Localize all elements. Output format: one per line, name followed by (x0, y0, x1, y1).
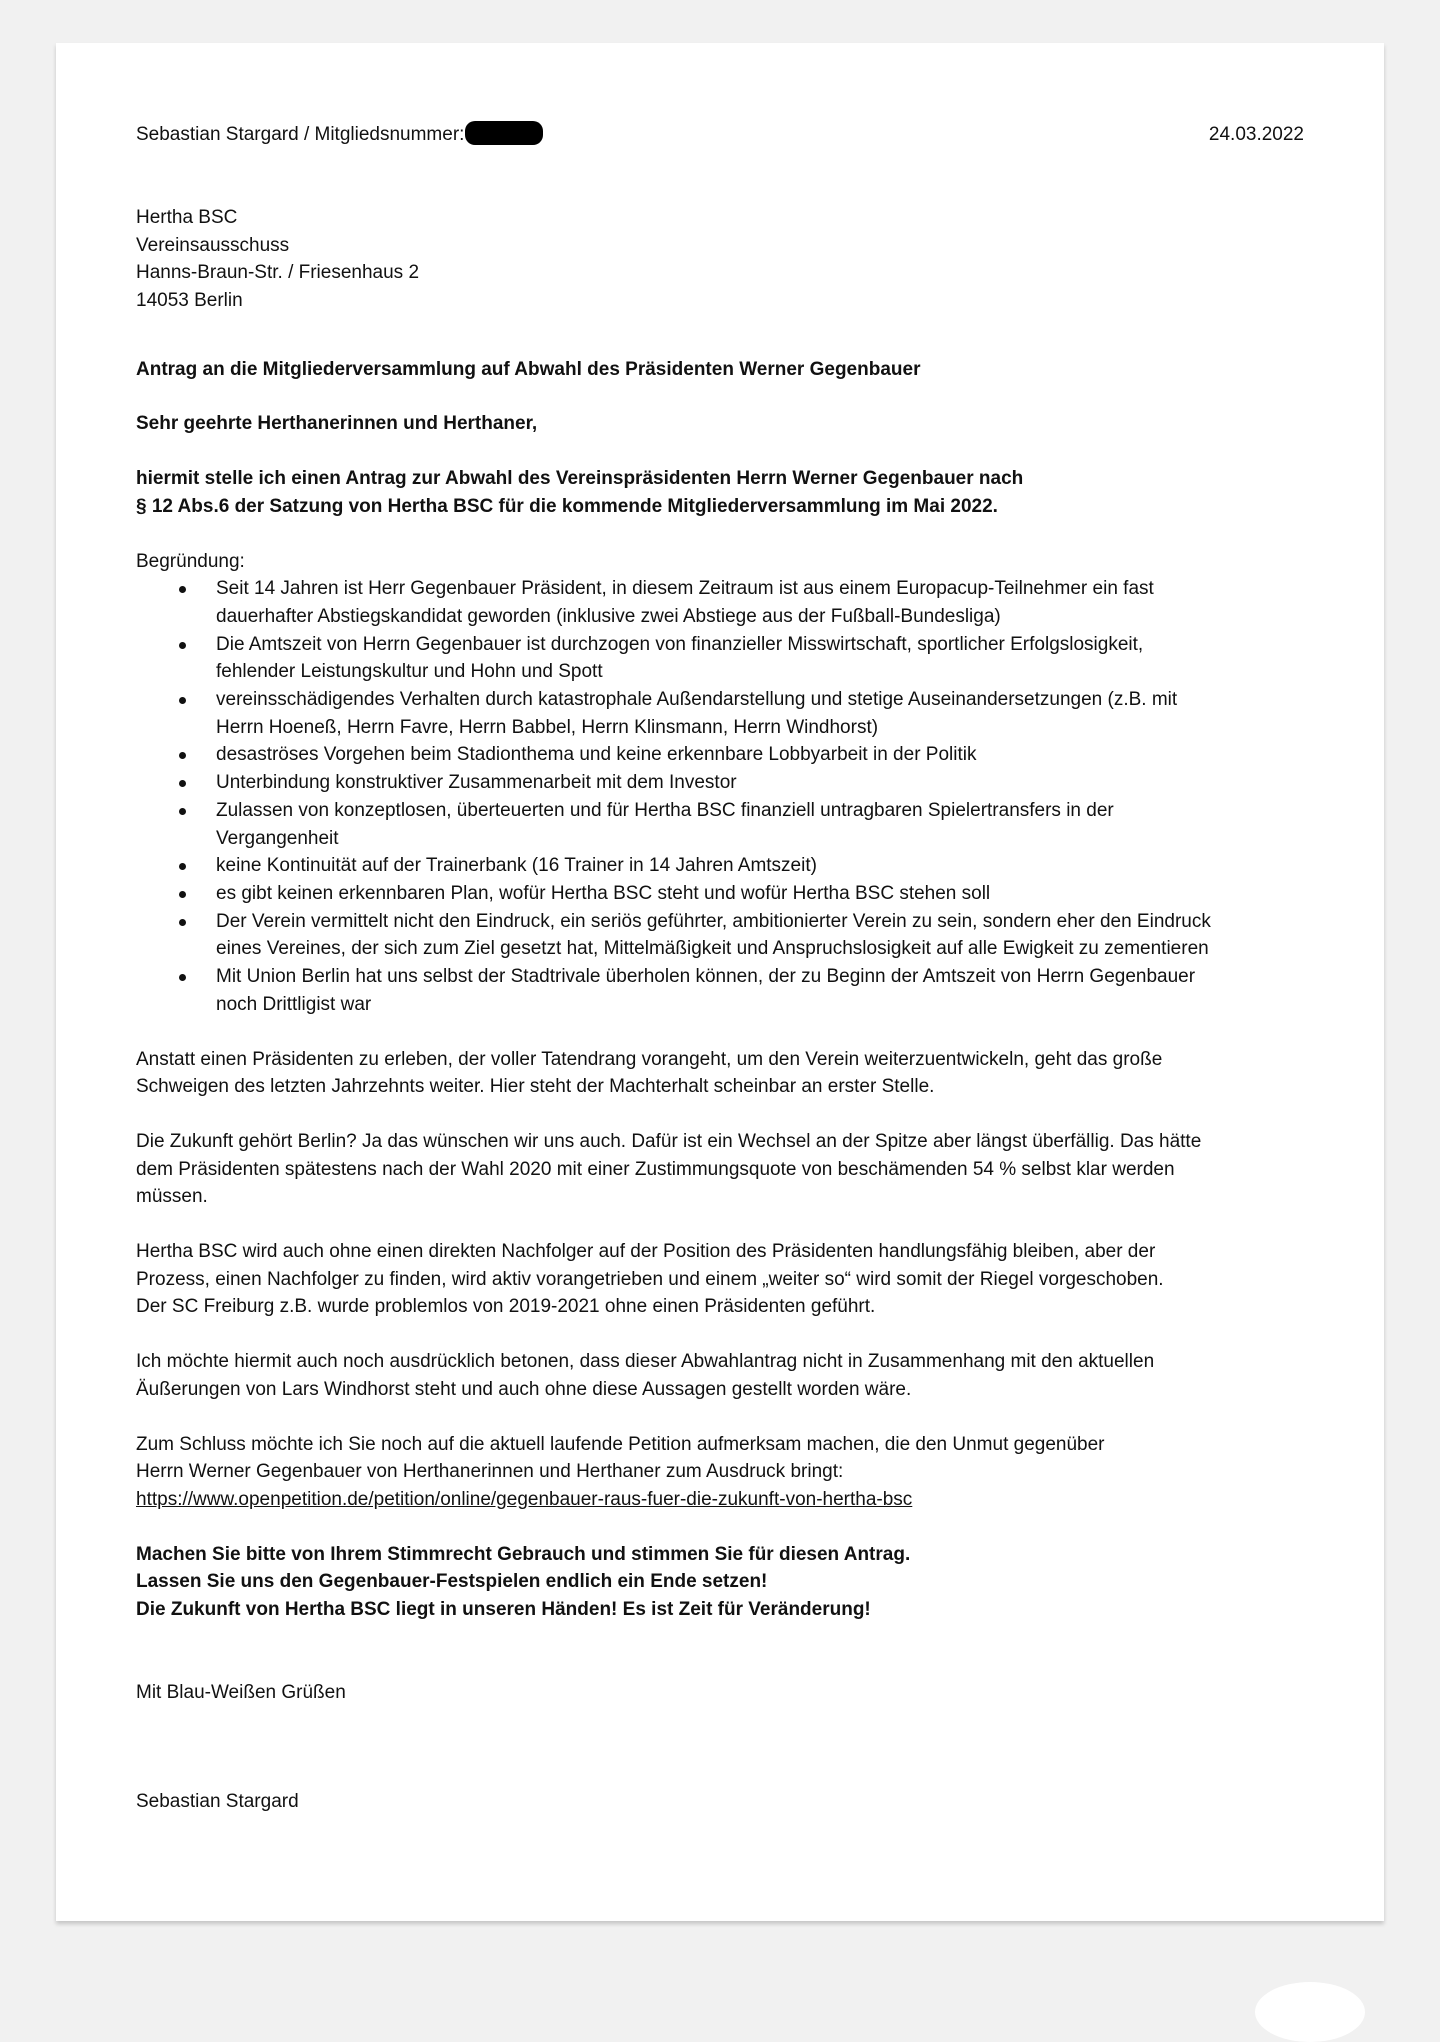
list-item-line: desaströses Vorgehen beim Stadionthema und keine erkennbare Lobbyarbeit in der Politik (216, 744, 977, 766)
list-item-line: noch Drittligist war (216, 993, 372, 1015)
body-paragraph (136, 1348, 1306, 1403)
letter-subject: Antrag an die Mitgliederversammlung auf Abwahl des Präsidenten Werner Gegenbauer (136, 358, 921, 380)
list-item-line: Mit Union Berlin hat uns selbst der Stadtrivale überholen können, der zu Beginn der Amtszeit von Herrn Gegenbauer (216, 966, 1196, 988)
list-item-line: Die Amtszeit von Herrn Gegenbauer ist durchzogen von finanzieller Misswirtschaft, sportlicher Erfolgslosigkeit, (216, 633, 1144, 655)
salutation: Sehr geehrte Herthanerinnen und Herthaner, (136, 413, 538, 435)
list-item-line: Herrn Hoeneß, Herrn Favre, Herrn Babbel, Herrn Klinsmann, Herrn Windhorst) (216, 716, 879, 738)
body-paragraph (136, 1046, 1306, 1101)
paragraph-line: Herrn Werner Gegenbauer von Herthanerinnen und Herthaner zum Ausdruck bringt: (136, 1461, 844, 1483)
list-item-line: Unterbindung konstruktiver Zusammenarbeit mit dem Investor (216, 772, 737, 794)
reasons-list (136, 575, 1306, 1018)
list-item (136, 963, 1306, 1018)
sender-line (136, 121, 543, 149)
reasons-label: Begründung: (136, 550, 245, 572)
list-item-line: Vergangenheit (216, 827, 339, 849)
letter-date: 24.03.2022 (1208, 124, 1304, 145)
address-line: 14053 Berlin (136, 290, 243, 312)
address-line: Hanns-Braun-Str. / Friesenhaus 2 (136, 262, 420, 284)
list-item-line: fehlender Leistungskultur und Hohn und Spott (216, 661, 603, 683)
closing-line: Machen Sie bitte von Ihrem Stimmrecht Gebrauch und stimmen Sie für diesen Antrag. (136, 1543, 911, 1565)
intro-paragraph (136, 465, 1306, 520)
list-item (136, 686, 1306, 741)
paragraph-line: Prozess, einen Nachfolger zu finden, wird aktiv vorangetrieben und einem „weiter so“ wird somit der Riegel vorgeschoben. (136, 1268, 1164, 1290)
list-item-line: vereinsschädigendes Verhalten durch katastrophale Außendarstellung und stetige Auseinandersetzungen (z.B. mit (216, 689, 1178, 711)
list-item-line: eines Vereines, der sich zum Ziel gesetzt hat, Mittelmäßigkeit und Anspruchslosigkeit auf alle Ewigkeit zu zementieren (216, 938, 1209, 960)
closing-appeal (136, 1541, 1306, 1624)
redacted-member-number (465, 121, 543, 145)
recipient-address (136, 204, 1306, 315)
body-paragraph (136, 1431, 1306, 1514)
letter-content (136, 121, 1306, 1816)
petition-link[interactable]: https://www.openpetition.de/petition/online/gegenbauer-raus-fuer-die-zukunft-von-hertha-bsc (136, 1488, 913, 1510)
intro-line: hiermit stelle ich einen Antrag zur Abwahl des Vereinspräsidenten Herrn Werner Gegenbauer nach (136, 468, 1024, 490)
paragraph-line: Hertha BSC wird auch ohne einen direkten Nachfolger auf der Position des Präsidenten handlungsfähig bleiben, aber der (136, 1241, 1156, 1263)
closing-line: Die Zukunft von Hertha BSC liegt in unseren Händen! Es ist Zeit für Veränderung! (136, 1599, 871, 1621)
list-item-line: keine Kontinuität auf der Trainerbank (16 Trainer in 14 Jahren Amtszeit) (216, 855, 817, 877)
list-item-line: Seit 14 Jahren ist Herr Gegenbauer Präsident, in diesem Zeitraum ist aus einem Europacup-Teilnehmer ein fast (216, 578, 1154, 600)
list-item-line: Zulassen von konzeptlosen, überteuerten und für Hertha BSC finanziell untragbaren Spielertransfers in der (216, 799, 1114, 821)
paragraph-line: Schweigen des letzten Jahrzehnts weiter. Hier steht der Machterhalt scheinbar an erster Stelle. (136, 1076, 935, 1098)
list-item (136, 797, 1306, 852)
paragraph-line: Die Zukunft gehört Berlin? Ja das wünschen wir uns auch. Dafür ist ein Wechsel an der Spitze aber längst überfällig. Das hätte (136, 1130, 1202, 1152)
intro-line: § 12 Abs.6 der Satzung von Hertha BSC für die kommende Mitgliederversammlung im Mai 2022. (136, 495, 998, 517)
address-line: Hertha BSC (136, 207, 238, 228)
letter-header (136, 121, 1306, 149)
list-item-line: es gibt keinen erkennbaren Plan, wofür Hertha BSC steht und wofür Hertha BSC stehen soll (216, 883, 991, 904)
letter-page (56, 43, 1384, 1921)
paragraph-line: Anstatt einen Präsidenten zu erleben, der voller Tatendrang vorangeht, um den Verein weiterzuentwickeln, geht das große (136, 1048, 1163, 1070)
corner-artifact (1255, 1982, 1365, 2042)
sender-name-member-number: Sebastian Stargard / Mitgliedsnummer: (136, 124, 465, 145)
paragraph-line: dem Präsidenten spätestens nach der Wahl 2020 mit einer Zustimmungsquote von beschämenden 54 % selbst klar werden (136, 1158, 1175, 1180)
closing-greeting: Mit Blau-Weißen Grüßen (136, 1681, 346, 1703)
list-item (136, 575, 1306, 630)
list-item (136, 908, 1306, 963)
address-line: Vereinsausschuss (136, 234, 290, 256)
list-item (136, 631, 1306, 686)
paragraph-line: Äußerungen von Lars Windhorst steht und auch ohne diese Aussagen gestellt worden wäre. (136, 1378, 912, 1400)
closing-line: Lassen Sie uns den Gegenbauer-Festspielen endlich ein Ende setzen! (136, 1571, 768, 1593)
paragraph-line: Der SC Freiburg z.B. wurde problemlos von 2019-2021 ohne einen Präsidenten geführt. (136, 1296, 876, 1318)
list-item (136, 880, 1306, 908)
paragraph-line: müssen. (136, 1186, 208, 1208)
list-item-line: dauerhafter Abstiegskandidat geworden (inklusive zwei Abstiege aus der Fußball-Bundesliga) (216, 605, 1001, 627)
paragraph-line: Zum Schluss möchte ich Sie noch auf die aktuell laufende Petition aufmerksam machen, die den Unmut gegenüber (136, 1433, 1105, 1455)
list-item-line: Der Verein vermittelt nicht den Eindruck, ein seriös geführter, ambitionierter Verein zu sein, sondern eher den Eindruck (216, 910, 1211, 932)
body-paragraph (136, 1238, 1306, 1321)
list-item (136, 852, 1306, 880)
paragraph-line: Ich möchte hiermit auch noch ausdrücklich betonen, dass dieser Abwahlantrag nicht in Zusammenhang mit den aktuellen (136, 1351, 1155, 1373)
list-item (136, 769, 1306, 797)
list-item (136, 741, 1306, 769)
signature-name: Sebastian Stargard (136, 1791, 299, 1813)
body-paragraph (136, 1128, 1306, 1211)
